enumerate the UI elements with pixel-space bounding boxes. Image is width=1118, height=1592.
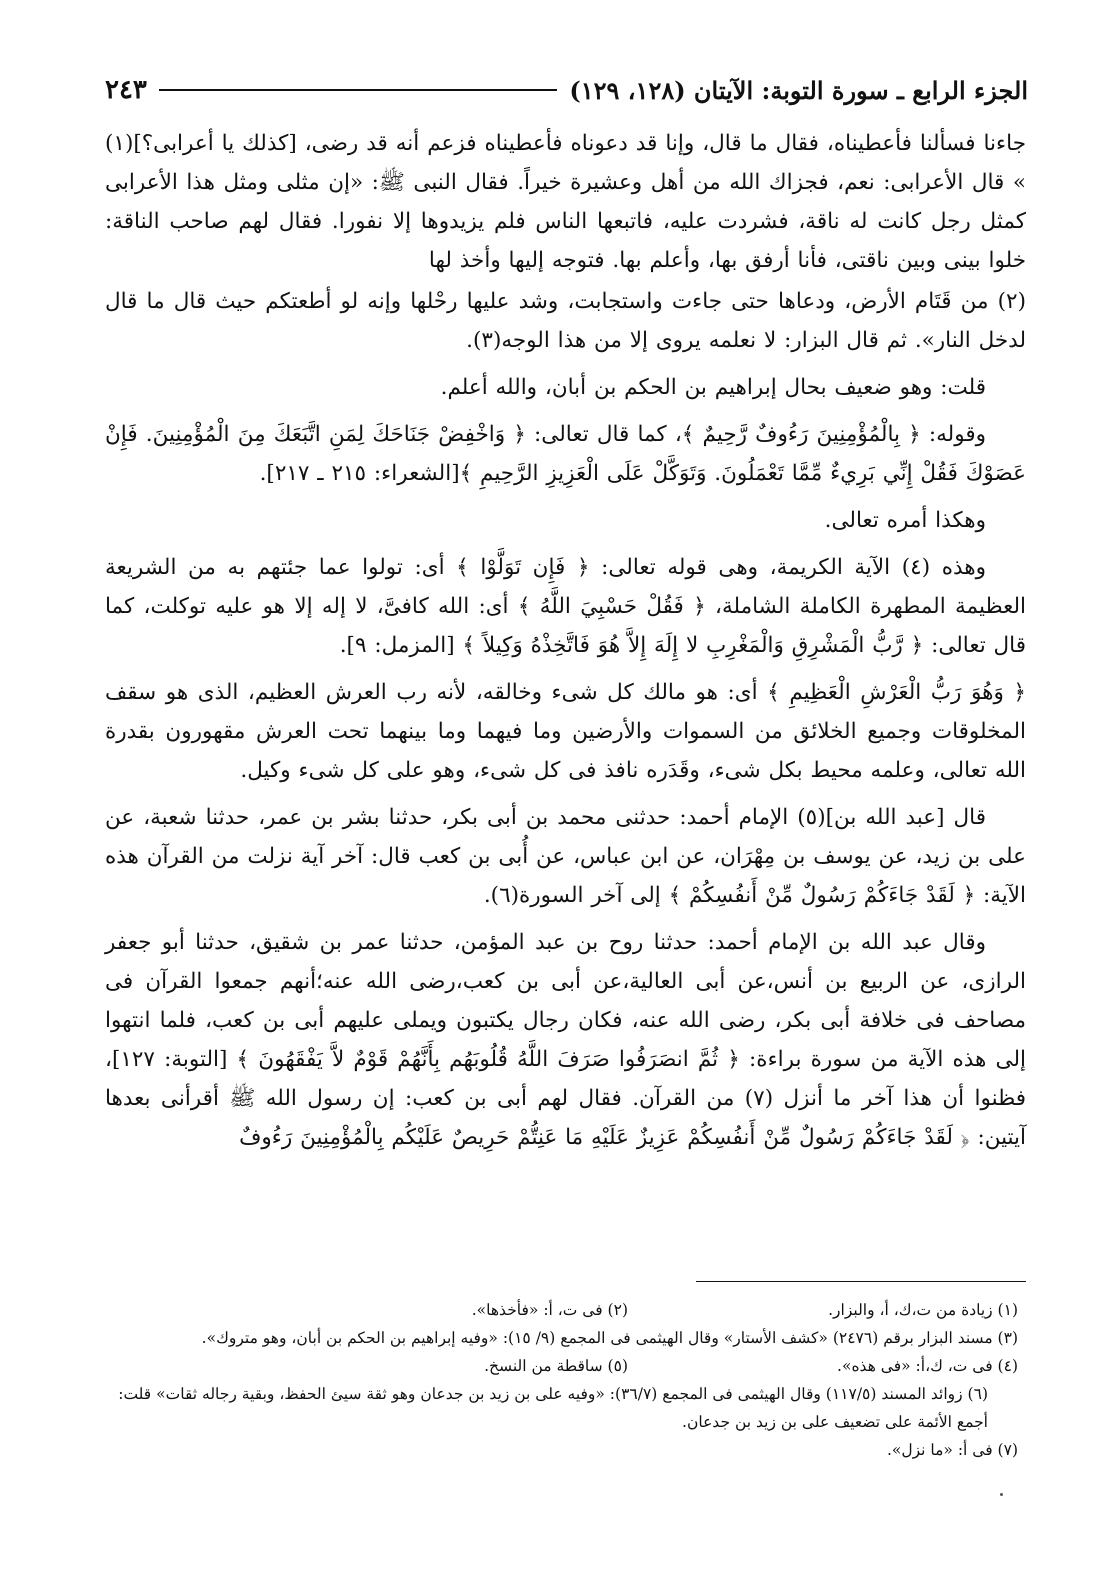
paragraph [105, 798, 1026, 915]
text-run: (٤) الآية الكريمة، وهى قوله تعالى: ﴿ فَإِن تَوَلَّوْا ﴾ أى: تولوا عما جئتهم به من الشريعة العظيمة المطهرة الكاملة الشاملة، ﴿ فَقُلْ حَسْبِيَ اللَّهُ ﴾ أى: الله كافىَّ، لا إله إلا هو عليه توكلت، كما قال تعالى: ﴿ رَّبُّ الْمَشْرِقِ وَالْمَغْرِبِ لا إِلَهَ إِلاَّ هُوَ فَاتَّخِذْهُ وَكِيلاً ﴾ [المزمل: ٩]. [105, 555, 1026, 658]
text-run: (٢) من قَتَام الأرض، ودعاها حتى جاءت واستجابت، وشد عليها رحْلها وإنه لو أطعتكم حيث قال ما قال لدخل النار». ثم قال البزار: لا نعلمه يروى إلا من هذا الوجه [105, 289, 1026, 353]
footnote: (٢) فى ت، أ: «فأخذها». [471, 1301, 628, 1319]
text-run: وهذه [941, 555, 986, 580]
paragraph [105, 282, 1026, 360]
main-text [105, 124, 1026, 1165]
paragraph [105, 548, 1026, 665]
text-run: (٧) من القرآن. فقال لهم أبى بن كعب: إن رسول الله ﷺ أقرأنى بعدها آيتين: ﴿ لَقَدْ جَاءَكُمْ رَسُولٌ مِّنْ أَنفُسِكُمْ عَزِيزٌ عَلَيْهِ مَا عَنِتُّمْ حَرِيصٌ عَلَيْكُم بِالْمُؤْمِنِينَ رَءُوفٌ [105, 1086, 1026, 1150]
footnote: (٥) ساقطة من النسخ. [484, 1357, 628, 1375]
text-run: (١) » قال الأعرابى: نعم، فجزاك الله من أهل وعشيرة خيراً. فقال النبى ﷺ: «إن مثلى ومثل هذا الأعرابى كمثل رجل كانت له ناقة، فشردت عليه، فاتبعها الناس فلم يزيدوها إلا نفورا. فقال لهم صاحب الناقة: خلوا بينى وبين ناقتى، فأنا أرفق بها، وأعلم بها. فتوجه إليها وأخذ لها [105, 131, 1026, 273]
text-run: قال [عبد الله بن] [825, 805, 986, 830]
text-run: قلت: وهو ضعيف بحال إبراهيم بن الحكم بن أبان، والله أعلم. [440, 375, 986, 400]
paragraph [105, 415, 1026, 493]
footnote-row [105, 1352, 1018, 1380]
paragraph [105, 673, 1026, 790]
header-title: الجزء الرابع ـ سورة التوبة: الآيتان (١٢٨، ١٢٩) [569, 75, 1028, 105]
paragraph [105, 501, 1026, 540]
text-run: (٥) الإمام أحمد: حدثنى محمد بن أبى بكر، حدثنا بشر بن عمر، حدثنا شعبة، عن على بن زيد، عن يوسف بن مِهْرَان، عن ابن عباس، عن أُبى بن كعب قال: آخر آية نزلت من القرآن هذه الآية: ﴿ لَقَدْ جَاءَكُمْ رَسُولٌ مِّنْ أَنفُسِكُمْ ﴾ إلى آخر السورة [105, 805, 1026, 908]
text-run: ﴿ وَهُوَ رَبُّ الْعَرْشِ الْعَظِيمِ ﴾ أى: هو مالك كل شىء وخالقه، لأنه رب العرش العظيم، الذى هو سقف المخلوقات وجميع الخلائق من السموات والأرضين وما فيهما وما بينهما تحت العرش مقهورون بقدرة الله تعالى، وعلمه محيط بكل شىء، وقَدَره نافذ فى كل شىء، وهو على كل شىء وكيل. [105, 680, 1026, 783]
text-run: وقوله: ﴿ بِالْمُؤْمِنِينَ رَءُوفٌ رَّحِيمٌ ﴾، كما قال تعالى: ﴿ وَاخْفِضْ جَنَاحَكَ لِمَنِ اتَّبَعَكَ مِنَ الْمُؤْمِنِينَ. فَإِنْ عَصَوْكَ فَقُلْ إِنِّي بَرِيءٌ مِّمَّا تَعْمَلُونَ. وَتَوَكَّلْ عَلَى الْعَزِيزِ الرَّحِيمِ ﴾[الشعراء: ٢١٥ ـ ٢١٧]. [105, 422, 1026, 486]
paragraph [105, 923, 1026, 1157]
footnote: (٤) فى ت، ك،أ: «فى هذه». [837, 1357, 1018, 1375]
paragraph [105, 368, 1026, 407]
footnote: (٦) زوائد المسند (١١٧/٥) وقال الهيثمى فى المجمع (٣٦/٧): «وفيه على بن زيد بن جدعان وهو ثقة سيئ الحفظ، وبقية رجاله ثقات» قلت: أجمع الأئمة على تضعيف على بن زيد بن جدعان. [118, 1385, 988, 1431]
text-run: (٣). [466, 328, 502, 353]
header-rule [159, 89, 558, 91]
page-speck [1000, 1493, 1003, 1496]
footnote-row [105, 1324, 1018, 1352]
page-number: ٢٤٣ [105, 75, 147, 105]
footnote-row [105, 1296, 1018, 1324]
footnote: (١) زيادة من ت،ك، أ، والبزار. [828, 1301, 1018, 1319]
text-run: وهكذا أمره تعالى. [824, 508, 986, 533]
footnote-row [105, 1436, 1018, 1464]
footnote-separator [696, 1281, 1026, 1282]
running-header [105, 70, 1028, 110]
footnote: (٣) مسند البزار برقم (٢٤٧٦) «كشف الأستار» وقال الهيثمى فى المجمع (٩/ ١٥): «وفيه إبراهيم بن الحكم بن أبان، وهو متروك». [201, 1329, 1018, 1347]
text-run: جاءنا فسألنا فأعطيناه، فقال ما قال، وإنا قد دعوناه فأعطيناه فزعم أنه قد رضى، [كذلك يا أعرابى؟] [133, 131, 1026, 156]
text-run: وقال عبد الله بن الإمام أحمد: حدثنا روح بن عبد المؤمن، حدثنا عمر بن شقيق، حدثنا أبو جعفر الرازى، عن الربيع بن أنس،عن أبى العالية،عن أبى بن كعب،رضى الله عنه؛أنهم جمعوا القرآن فى مصاحف فى خلافة أبى بكر، رضى الله عنه، فكان رجال يكتبون ويملى عليهم أبى بن كعب، فلما انتهوا إلى هذه الآية من سورة براءة: ﴿ ثُمَّ انصَرَفُوا صَرَفَ اللَّهُ قُلُوبَهُم بِأَنَّهُمْ قَوْمٌ لاَّ يَفْقَهُونَ ﴾ [التوبة: ١٢٧]، فظنوا أن هذا آخر ما أنزل [105, 930, 1026, 1111]
footnotes [105, 1296, 1018, 1464]
text-run: (٦). [483, 883, 520, 908]
footnote: (٧) فى أ: «ما نزل». [886, 1441, 1018, 1459]
paragraph [105, 124, 1026, 280]
